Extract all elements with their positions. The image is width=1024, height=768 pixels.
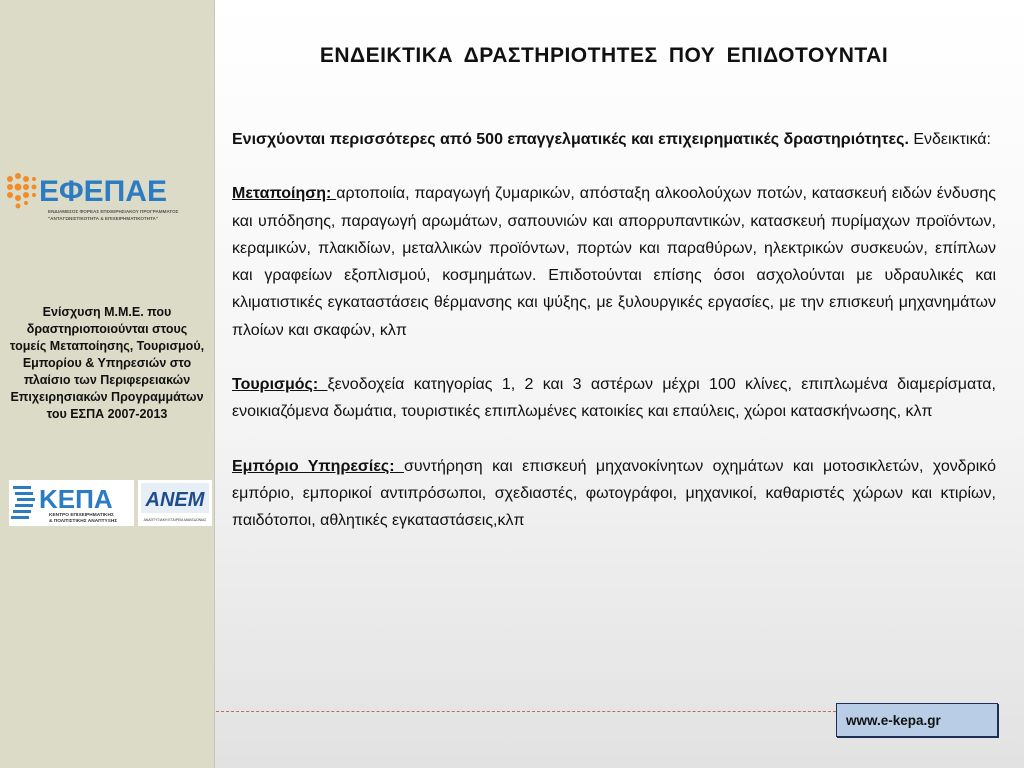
kepa-logo-subtitle-1: ΚΕΝΤΡΟ ΕΠΙΧΕΙΡΗΜΑΤΙΚΗΣ <box>49 513 114 518</box>
intro-paragraph <box>232 126 996 153</box>
program-description: Ενίσχυση Μ.Μ.Ε. που δραστηριοποιούνται στους τομείς Μεταποίησης, Τουρισμού, Εμπορίου & Υπηρεσιών στο πλαίσιο των Περιφερειακών Επιχειρησιακών Προγραμμάτων του ΕΣΠΑ 2007-2013 <box>9 305 205 421</box>
section-heading: Τουρισμός: <box>232 376 328 394</box>
section-heading: Εμπόριο Υπηρεσίες: <box>232 457 405 475</box>
sidebar <box>0 0 215 768</box>
anem-logo <box>138 480 212 526</box>
efepae-logo <box>4 170 209 230</box>
kepa-logo <box>9 480 134 526</box>
section-tourism <box>232 371 996 426</box>
page-title: ΕΝΔΕΙΚΤΙΚΑ ΔΡΑΣΤΗΡΙΟΤΗΤΕΣ ΠΟΥ ΕΠΙΔΟΤΟΥΝΤΑΙ <box>319 44 889 67</box>
efepae-logo-subtitle-1: ΕΝΔΙΑΜΕΣΟΣ ΦΟΡΕΑΣ ΕΠΙΧΕΙΡΗΣΙΑΚΟΥ ΠΡΟΓΡΑΜΜΑΤΟΣ <box>48 209 179 214</box>
kepa-logo-name: ΚΕΠΑ <box>39 484 113 514</box>
intro-bold: Ενισχύονται περισσότερες από 500 επαγγελματικές και επιχειρηματικές δραστηριότητες. <box>232 131 909 148</box>
footer-divider <box>216 711 836 712</box>
section-text: αρτοποιία, παραγωγή ζυμαρικών, απόσταξη αλκοολούχων ποτών, κατασκευή ειδών ένδυσης και υπόδησης, παραγωγή αρωμάτων, σαπουνιών και απορρυπαντικών, κατασκευή πυρίμαχων προϊόντων, κεραμικών, πλακιδίων, μεταλλικών προϊόντων, πορτών και παραθύρων, ηλεκτρικών συσκευών, επίπλων και γραφείων εξοπλισμού, κοσμημάτων. Επιδοτούνται επίσης όσοι ασχολούνται με υδραυλικές και κλιματιστικές εγκαταστάσεις θέρμανσης και ψύξης, με ξυλουργικές εργασίες, με την επισκευή μηχανημάτων πλοίων και σκαφών, κλπ <box>232 185 996 339</box>
section-manufacturing <box>232 180 996 344</box>
kepa-logo-subtitle-2: & ΠΟΛΙΤΙΣΤΙΚΗΣ ΑΝΑΠΤΥΞΗΣ <box>49 519 118 524</box>
efepae-logo-name: ΕΦΕΠΑΕ <box>39 175 167 208</box>
anem-logo-subtitle: ΑΝΑΠΤΥΞΙΑΚΗ ΕΤΑΙΡΕΙΑ ΜΑΚΕΔΟΝΙΑΣ <box>143 518 207 522</box>
dots-icon <box>7 173 37 209</box>
section-heading: Μεταποίηση: <box>232 185 337 203</box>
anem-logo-name: ΑΝΕΜ <box>145 489 205 511</box>
section-text: συντήρηση και επισκευή μηχανοκίνητων οχημάτων και μοτοσικλετών, χονδρικό εμπόριο, εμπορικοί αντιπρόσωποι, σχεδιαστές, φωτογράφοι, μηχανικοί, καθαριστές χώρων και κτιρίων, παιδότοποι, αθλητικές εγκαταστάσεις,κλπ <box>232 457 996 530</box>
content-body <box>232 126 996 562</box>
intro-rest: Ενδεικτικά: <box>908 131 991 148</box>
website-link[interactable]: www.e-kepa.gr <box>836 703 998 737</box>
efepae-logo-subtitle-2: "ΑΝΤΑΓΩΝΙΣΤΙΚΟΤΗΤΑ & ΕΠΙΧΕΙΡΗΜΑΤΙΚΟΤΗΤΑ" <box>48 216 158 221</box>
section-text: ξενοδοχεία κατηγορίας 1, 2 και 3 αστέρων μέχρι 100 κλίνες, επιπλωμένα διαμερίσματα, ενοικιαζόμενα δωμάτια, τουριστικές επιπλωμένες κατοικίες και επαύλεις, χώροι κατασκήνωσης, κλπ <box>232 376 996 421</box>
section-commerce-services <box>232 453 996 535</box>
